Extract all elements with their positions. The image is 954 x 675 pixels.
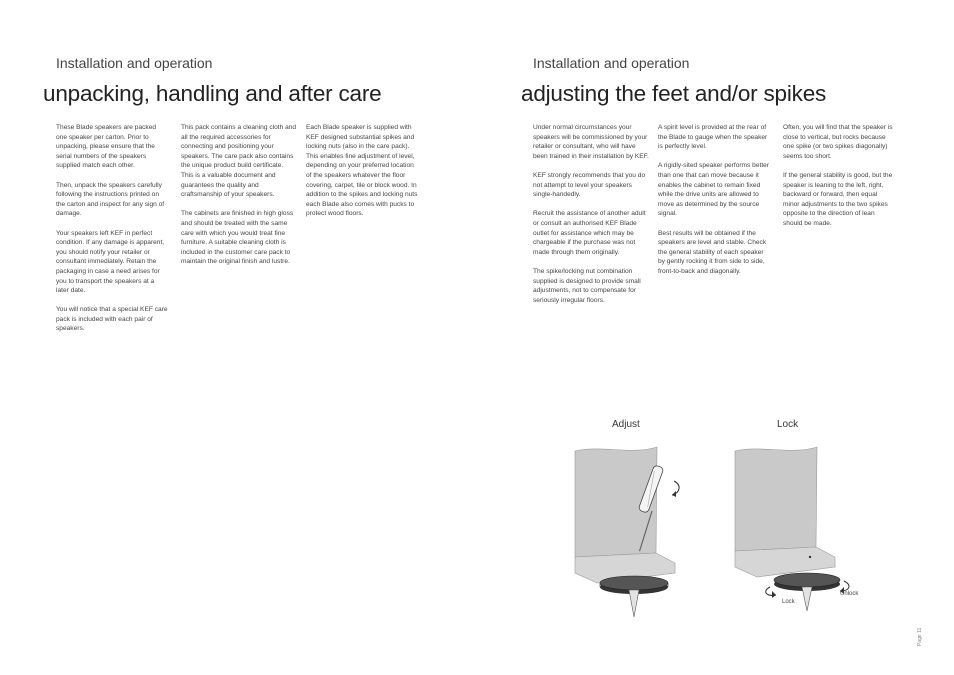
right-column-2 bbox=[658, 123, 772, 286]
right-page-title: adjusting the feet and/or spikes bbox=[521, 81, 827, 106]
left-column-3 bbox=[306, 123, 420, 229]
paragraph: Each Blade speaker is supplied with KEF designed substantial spikes and locking nuts (also in the care pack). This enables fine adjustment of level, depending on your preferred location of the speakers whatever the floor covering, carpet, tile or block wood. In addition to the spikes and locking nuts each Blade also comes with pucks to protect wood floors. bbox=[306, 124, 418, 218]
paragraph: If the general stability is good, but the speaker is leaning to the left, right, backward or forward, then equal minor adjustments to the two spikes opposite to the direction of lean should be made. bbox=[783, 171, 893, 227]
adjust-illustration bbox=[572, 445, 702, 615]
right-column-1 bbox=[533, 123, 649, 315]
lock-illustration bbox=[732, 445, 862, 615]
paragraph: KEF strongly recommends that you do not attempt to level your speakers single-handedly. bbox=[533, 171, 646, 199]
paragraph: You will notice that a special KEF care pack is included with each pair of speakers. bbox=[56, 306, 168, 333]
right-section-label: Installation and operation bbox=[533, 55, 690, 71]
left-section-label: Installation and operation bbox=[56, 55, 213, 71]
adjust-label: Adjust bbox=[612, 419, 640, 430]
right-column-3 bbox=[783, 123, 895, 238]
paragraph: These Blade speakers are packed one speaker per carton. Prior to unpacking, please ensure that the serial numbers of the speakers supplied match each other. bbox=[56, 124, 157, 170]
paragraph: A rigidly-sited speaker performs better than one that can move because it enables the cabinet to remain fixed while the drive units are allowed to move as determined by the source signal. bbox=[658, 162, 770, 218]
page-number: Page 11 bbox=[917, 627, 923, 646]
paragraph: Recruit the assistance of another adult or consult an authorised KEF Blade outlet for assistance which may be chargeable if the purchase was not made through them originally. bbox=[533, 210, 646, 256]
left-column-2 bbox=[181, 123, 297, 277]
paragraph: Then, unpack the speakers carefully following the instructions printed on the carton and inspect for any sign of damage. bbox=[56, 181, 165, 218]
paragraph: The spike/locking nut combination supplied is designed to provide small adjustments, not to compensate for seriously irregular floors. bbox=[533, 267, 641, 304]
paragraph: A spirit level is provided at the rear of the Blade to gauge when the speaker is perfectly level. bbox=[658, 124, 768, 151]
left-column-1 bbox=[56, 123, 168, 344]
left-page-title: unpacking, handling and after care bbox=[43, 81, 382, 106]
paragraph: Your speakers left KEF in perfect condition. If any damage is apparent, you should notify your retailer or consultant immediately. Retain the packaging in case a need arises for you to transport the speakers at a later date. bbox=[56, 229, 165, 295]
paragraph: Often, you will find that the speaker is close to vertical, but rocks because one spike (or two spikes diagonally) seems too short. bbox=[783, 124, 893, 160]
paragraph: Best results will be obtained if the speakers are level and stable. Check the general stability of each speaker by gently rocking it from side to side, front-to-back and diagonally. bbox=[658, 229, 767, 275]
lock-small-label: Lock bbox=[782, 599, 795, 605]
unlock-label: Unlock bbox=[840, 591, 859, 597]
lock-label: Lock bbox=[777, 419, 799, 430]
paragraph: Under normal circumstances your speakers will be commissioned by your retailer or consultant, who will have been trained in their installation by KEF. bbox=[533, 124, 649, 160]
paragraph: This pack contains a cleaning cloth and all the required accessories for connecting and positioning your speakers. The care pack also contains the unique product build certificate. This is a valuable document and guarantees the quality and craftsmanship of your speakers. bbox=[181, 124, 297, 199]
paragraph: The cabinets are finished in high gloss and should be treated with the same care with which you would treat fine furniture. A suitable cleaning cloth is included in the customer care pack to maintain the original finish and lustre. bbox=[181, 210, 294, 266]
